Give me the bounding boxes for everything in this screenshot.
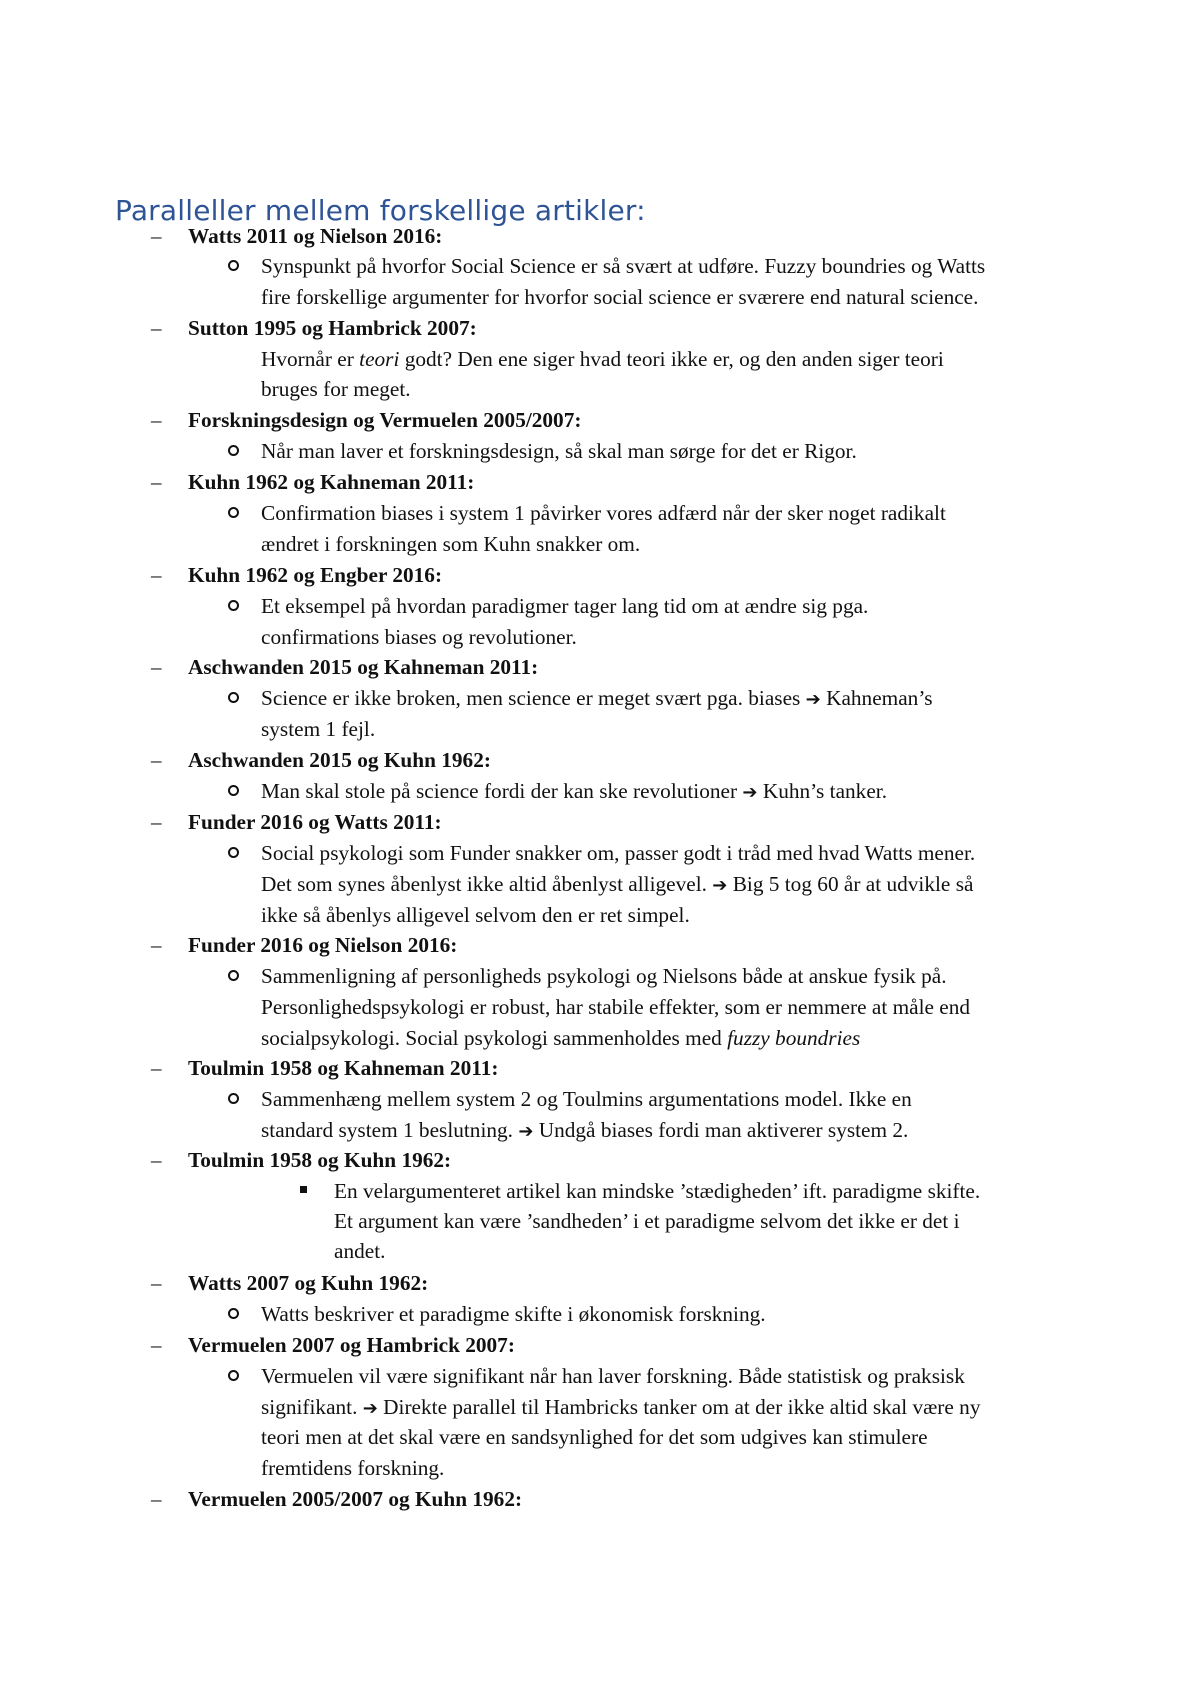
dash-marker: – <box>151 933 162 957</box>
bullet-circle-icon <box>228 692 239 703</box>
bullet-circle-icon <box>228 445 239 456</box>
dash-marker: – <box>151 1333 162 1357</box>
body-line: Synspunkt på hvorfor Social Science er så svært at udføre. Fuzzy boundries og Watts <box>261 254 986 278</box>
body-line: ikke så åbenlys alligevel selvom den er ret simpel. <box>261 903 690 927</box>
section-heading: Toulmin 1958 og Kahneman 2011: <box>188 1056 499 1080</box>
body-line: ændret i forskningen som Kuhn snakker om. <box>261 532 641 556</box>
section-heading: Aschwanden 2015 og Kahneman 2011: <box>188 655 539 679</box>
bullet-circle-icon <box>228 600 239 611</box>
body-line: confirmations biases og revolutioner. <box>261 625 577 649</box>
bullet-circle-icon <box>228 847 239 858</box>
section-heading: Toulmin 1958 og Kuhn 1962: <box>188 1148 452 1172</box>
section-heading: Forskningsdesign og Vermuelen 2005/2007: <box>188 408 582 432</box>
body-line: Watts beskriver et paradigme skifte i økonomisk forskning. <box>261 1302 766 1326</box>
body-line: socialpsykologi. Social psykologi sammenholdes med fuzzy boundries <box>261 1026 861 1050</box>
body-line: standard system 1 beslutning. ➔ Undgå biases fordi man aktiverer system 2. <box>261 1118 909 1142</box>
body-line: Man skal stole på science fordi der kan ske revolutioner ➔ Kuhn’s tanker. <box>261 779 888 803</box>
dash-marker: – <box>151 748 162 772</box>
page-title: Paralleller mellem forskellige artikler: <box>115 194 646 227</box>
body-line: Sammenligning af personligheds psykologi og Nielsons både at anskue fysik på. <box>261 964 947 988</box>
body-line: Det som synes åbenlyst ikke altid åbenlyst alligevel. ➔ Big 5 tog 60 år at udvikle så <box>261 872 974 896</box>
body-line: Et eksempel på hvordan paradigmer tager lang tid om at ændre sig pga. <box>261 594 869 618</box>
body-line: Når man laver et forskningsdesign, så skal man sørge for det er Rigor. <box>261 439 857 463</box>
body-line: Social psykologi som Funder snakker om, passer godt i tråd med hvad Watts mener. <box>261 841 976 865</box>
dash-marker: – <box>151 470 162 494</box>
section-heading: Kuhn 1962 og Kahneman 2011: <box>188 470 475 494</box>
arrow-right-icon: ➔ <box>742 782 758 803</box>
arrow-right-icon: ➔ <box>362 1398 378 1419</box>
dash-marker: – <box>151 655 162 679</box>
body-line: fremtidens forskning. <box>261 1456 445 1480</box>
section-heading: Sutton 1995 og Hambrick 2007: <box>188 316 477 340</box>
section-heading: Funder 2016 og Nielson 2016: <box>188 933 458 957</box>
body-line: En velargumenteret artikel kan mindske ’stædigheden’ ift. paradigme skifte. <box>334 1179 981 1203</box>
dash-marker: – <box>151 1487 162 1511</box>
body-line: Science er ikke broken, men science er meget svært pga. biases ➔ Kahneman’s <box>261 686 933 710</box>
bullet-circle-icon <box>228 970 239 981</box>
bullet-circle-icon <box>228 1370 239 1381</box>
body-line: signifikant. ➔ Direkte parallel til Hambricks tanker om at der ikke altid skal være ny <box>261 1395 981 1419</box>
arrow-right-icon: ➔ <box>805 689 821 710</box>
dash-marker: – <box>151 563 162 587</box>
body-line: andet. <box>334 1239 386 1263</box>
section-heading: Watts 2007 og Kuhn 1962: <box>188 1271 429 1295</box>
dash-marker: – <box>151 408 162 432</box>
arrow-right-icon: ➔ <box>518 1121 534 1142</box>
dash-marker: – <box>151 1056 162 1080</box>
body-line: teori men at det skal være en sandsynlighed for det som udgives kan stimulere <box>261 1425 928 1449</box>
section-heading: Aschwanden 2015 og Kuhn 1962: <box>188 748 491 772</box>
body-line: Confirmation biases i system 1 påvirker vores adfærd når der sker noget radikalt <box>261 501 946 525</box>
bullet-circle-icon <box>228 1308 239 1319</box>
section-heading: Vermuelen 2005/2007 og Kuhn 1962: <box>188 1487 523 1511</box>
section-heading: Kuhn 1962 og Engber 2016: <box>188 563 443 587</box>
section-heading: Vermuelen 2007 og Hambrick 2007: <box>188 1333 515 1357</box>
dash-marker: – <box>151 1148 162 1172</box>
body-line: bruges for meget. <box>261 377 411 401</box>
bullet-circle-icon <box>228 1093 239 1104</box>
dash-marker: – <box>151 810 162 834</box>
dash-marker: – <box>151 1271 162 1295</box>
section-heading: Funder 2016 og Watts 2011: <box>188 810 442 834</box>
bullet-circle-icon <box>228 507 239 518</box>
body-line: Sammenhæng mellem system 2 og Toulmins argumentations model. Ikke en <box>261 1087 912 1111</box>
bullet-square-icon <box>300 1186 307 1193</box>
body-line: fire forskellige argumenter for hvorfor social science er sværere end natural science. <box>261 285 979 309</box>
body-line: system 1 fejl. <box>261 717 376 741</box>
bullet-circle-icon <box>228 785 239 796</box>
section-heading: Watts 2011 og Nielson 2016: <box>188 224 443 248</box>
bullet-circle-icon <box>228 260 239 271</box>
body-line: Et argument kan være ’sandheden’ i et paradigme selvom det ikke er det i <box>334 1209 960 1233</box>
dash-marker: – <box>151 316 162 340</box>
body-line: Hvornår er teori godt? Den ene siger hvad teori ikke er, og den anden siger teori <box>261 347 944 371</box>
dash-marker: – <box>151 224 162 248</box>
body-line: Vermuelen vil være signifikant når han laver forskning. Både statistisk og praksisk <box>261 1364 965 1388</box>
body-line: Personlighedspsykologi er robust, har stabile effekter, som er nemmere at måle end <box>261 995 971 1019</box>
arrow-right-icon: ➔ <box>712 875 728 896</box>
